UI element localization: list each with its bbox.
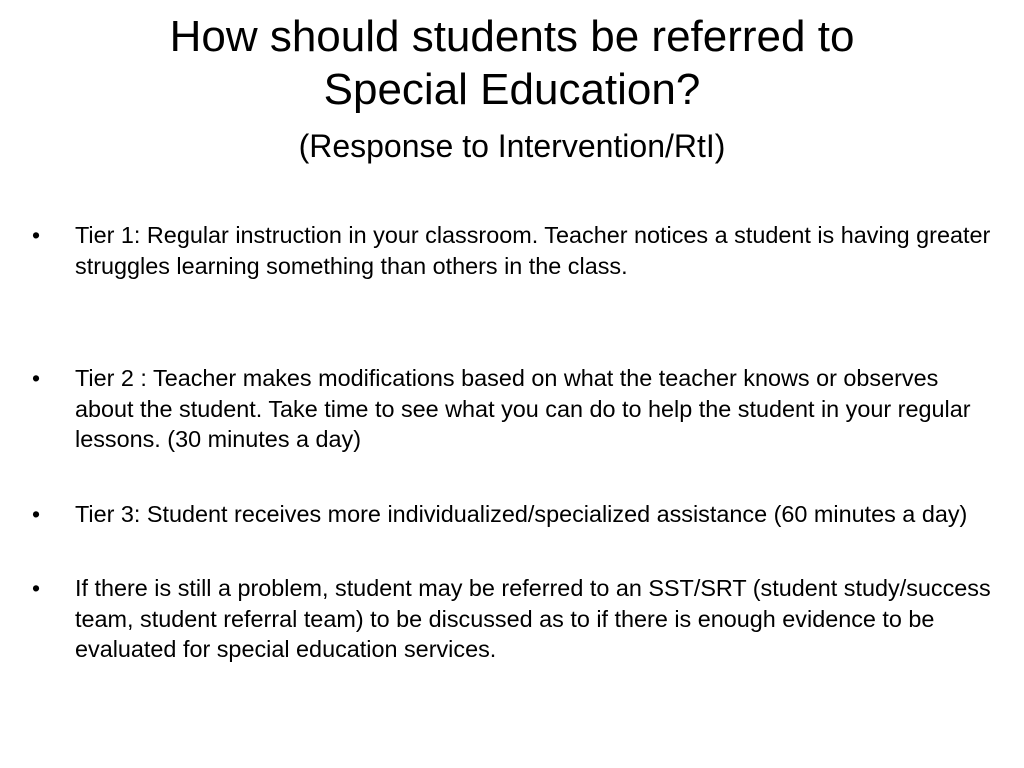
bullet-text: If there is still a problem, student may be referred to an SST/SRT (student study/success team, student referral team) to be discussed as to if there is enough evidence to be evaluated for special education services. <box>75 575 991 662</box>
title-line-2: Special Education? <box>323 65 701 114</box>
bullet-text: Tier 1: Regular instruction in your classroom. Teacher notices a student is having greater struggles learning something than others in the class. <box>75 222 991 279</box>
bullet-dot-icon: • <box>32 500 41 527</box>
bullet-item-referral <box>30 573 1000 665</box>
bullet-item-tier-2 <box>30 363 1000 455</box>
bullet-list <box>30 220 1000 665</box>
slide-title <box>40 10 984 166</box>
bullet-dot-icon: • <box>32 575 41 601</box>
bullet-text: Tier 3: Student receives more individualized/specialized assistance (60 minutes a day) <box>75 500 968 527</box>
bullet-dot-icon: • <box>32 222 41 248</box>
bullet-dot-icon: • <box>32 365 41 391</box>
slide-subtitle: (Response to Intervention/RtI) <box>298 128 726 164</box>
bullet-item-tier-3 <box>30 499 1000 530</box>
title-line-1: How should students be referred to <box>169 12 855 61</box>
bullet-text: Tier 2 : Teacher makes modifications based on what the teacher knows or observes about the student. Take time to see what you can do to help the student in your regular lessons. (30 minutes a day) <box>75 365 971 452</box>
bullet-item-tier-1 <box>30 220 1000 281</box>
